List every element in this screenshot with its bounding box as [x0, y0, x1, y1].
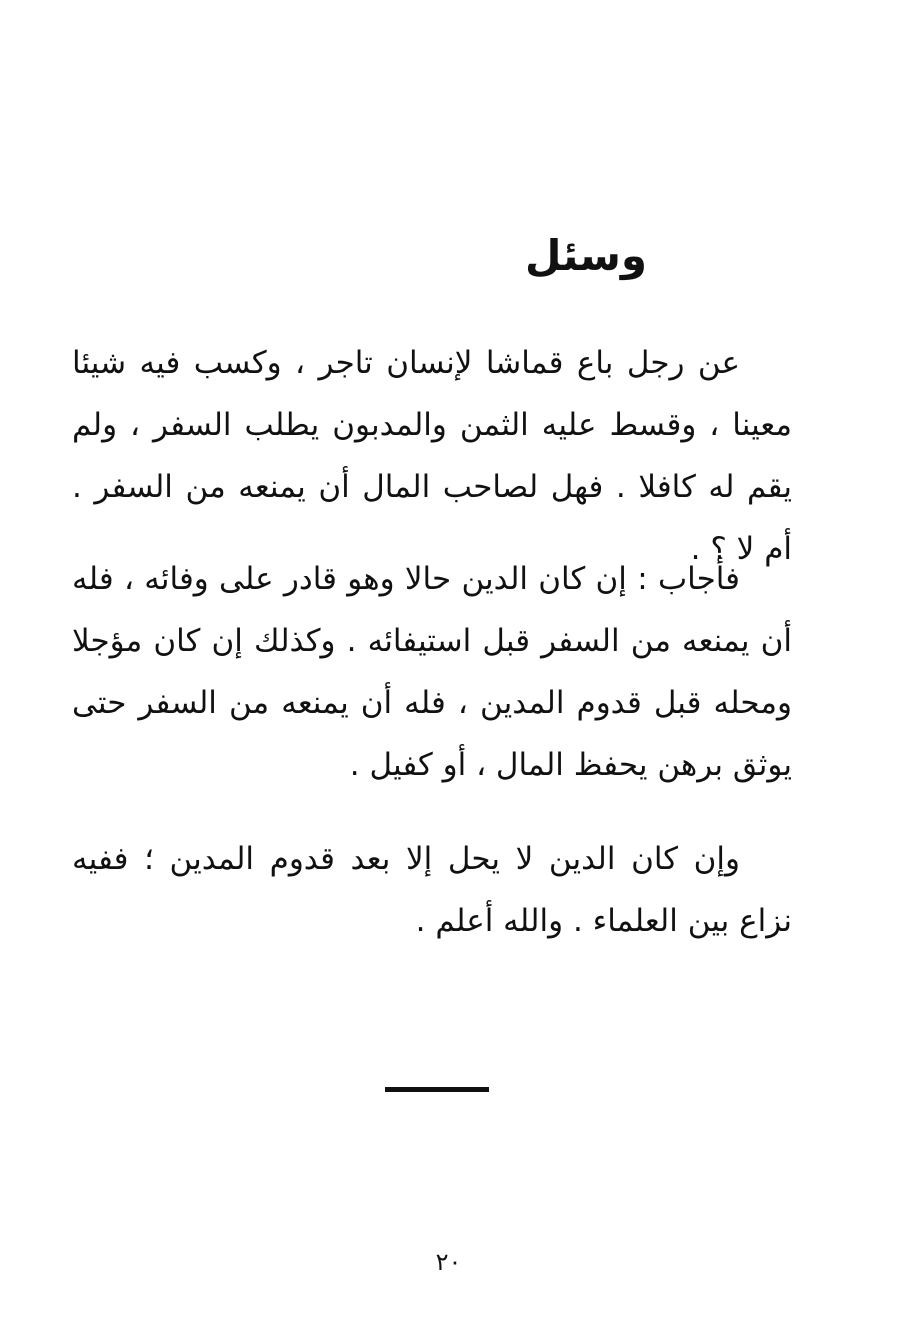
question-text: عن رجل باع قماشا لإنسان تاجر ، وكسب فيه شيئا معينا ، وقسط عليه الثمن والمدبون يطلب السفر ، ولم يقم له كافلا . فهل لصاحب المال أن يمنعه من السفر . أم لا ؟ . [72, 345, 792, 567]
section-divider [385, 1087, 489, 1092]
answer-text: فأجاب : إن كان الدين حالا وهو قادر على وفائه ، فله أن يمنعه من السفر قبل استيفائه . وكذلك إن كان مؤجلا ومحله قبل قدوم المدين ، فله أن يمنعه من السفر حتى يوثق برهن يحفظ المال ، أو كفيل . [72, 561, 792, 783]
section-heading: وسئل [524, 231, 647, 280]
conclusion-text: وإن كان الدين لا يحل إلا بعد قدوم المدين ؛ ففيه نزاع بين العلماء . والله أعلم . [72, 841, 792, 939]
answer-paragraph [72, 548, 792, 796]
conclusion-paragraph [72, 828, 792, 952]
page-number: ٢٠ [435, 1248, 462, 1276]
question-paragraph [72, 332, 792, 580]
